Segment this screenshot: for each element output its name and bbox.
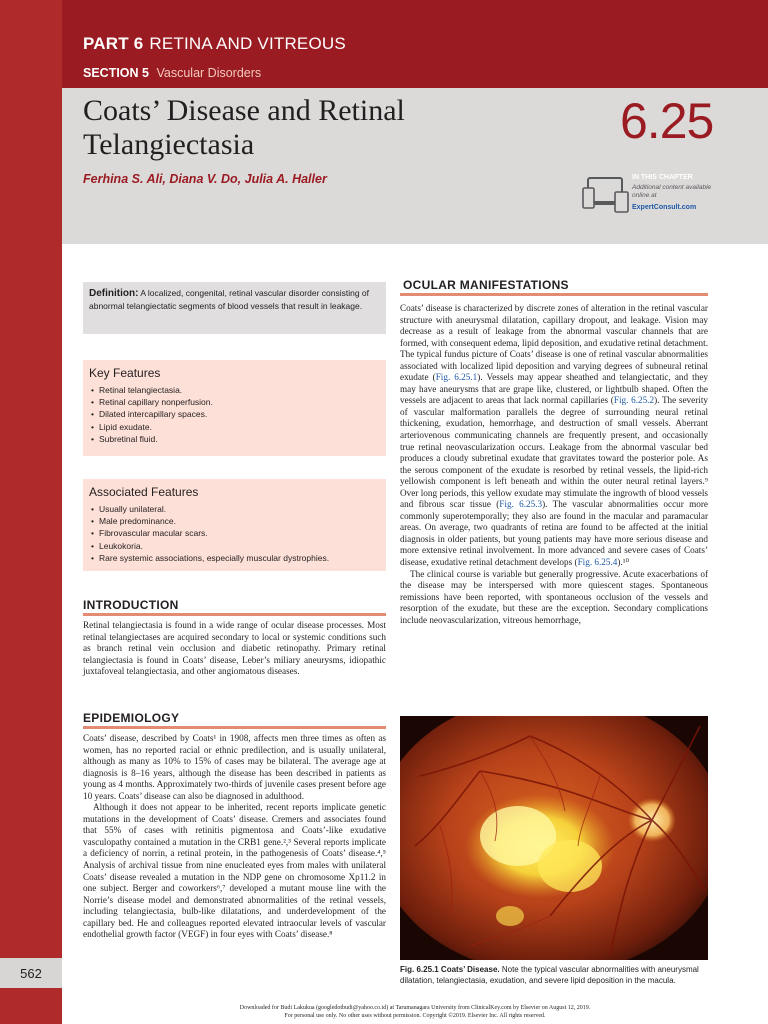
part-heading — [83, 34, 346, 54]
definition-label: Definition: — [89, 288, 139, 299]
key-features-list — [89, 384, 380, 445]
fundus-image — [400, 716, 708, 960]
part-title: RETINA AND VITREOUS — [149, 34, 346, 53]
expert-consult-link[interactable]: ExpertConsult.com — [632, 204, 697, 211]
list-item: • Dilated intercapillary spaces. — [89, 408, 380, 420]
associated-features-box — [83, 479, 386, 571]
left-sidebar — [0, 0, 62, 1024]
chapter-number: 6.25 — [620, 93, 714, 149]
epidemiology-paragraph-2: Although it does not appear to be inherited, recent reports implicate genetic mutations in the development of Coats’ disease. Cremers and associates found that 55% of cases with retinitis pigmentosa and Coats’-like exudative vasculopathy contained a mutation in the CRB1 gene.²,³ Several reports implicate a deficiency of norrin, a retinal protein, in the pathogenesis of Coats’ disease.⁴,⁵ Analysis of archival tissue from nine enucleated eyes from males with unilateral Coats’ disease revealed a mutation in the NDP gene on chromosome Xp11.2 in one subject. Berger and coworkers⁶,⁷ developed a mutant mouse line with the Norrie’s disease model and demonstrated abnormalities of the retinal vessels, including telangiectasia, bulb-like dilatations, and underdevelopment of the capillary bed. He and colleagues reported elevated intraocular levels of vascular endothelial growth factor (VEGF) in four eyes with Coats’ disease.⁸ — [83, 802, 386, 940]
list-item: • Leukokoria. — [89, 540, 380, 552]
associated-features-title: Associated Features — [89, 485, 199, 499]
footer-line-2: For personal use only. No other uses without permission. Copyright ©2019. Elsevier Inc. All rights reserved. — [284, 1013, 546, 1019]
list-item: • Male predominance. — [89, 515, 380, 527]
section-label: SECTION 5 — [83, 66, 149, 80]
ocular-text-e: ).¹⁰ — [617, 557, 630, 568]
figure-link-6-25-3[interactable]: Fig. 6.25.3 — [499, 499, 543, 510]
ocular-text-b: ). Vessels may appear sheathed and telangiectatic, and they may have aneurysms that are grape like, clustered, or lightbulb shaped. Often the vessels are adjacent to areas that lack normal capillaries ( — [400, 372, 708, 406]
associated-features-list — [89, 503, 380, 564]
download-footer — [62, 1004, 768, 1020]
section-title: Vascular Disorders — [156, 66, 262, 80]
list-item: • Lipid exudate. — [89, 421, 380, 433]
list-item: • Usually unilateral. — [89, 503, 380, 515]
definition-text: A localized, congenital, retinal vascular disorder consisting of abnormal telangiectatic segments of blood vessels that result in leakage. — [89, 288, 370, 311]
ocular-text-a: Coats’ disease is characterized by discrete zones of alteration in the retinal vascular structure with aneurysmal dilatation, capillary dropout, and leakage. Vision may decrease as a result of leakage from the abnormal vascular channels that are formed, with consequent edema, lipid deposition, and exudative retinal detachment. The typical fundus picture of Coats’ disease is one of retinal vascular abnormalities associated with localized lipid deposition and varying degrees of subneural retinal exudate ( — [400, 303, 708, 383]
introduction-paragraph: Retinal telangiectasia is found in a wide range of ocular disease processes. Most retinal telangiectases are acquired secondary to local or systemic conditions such as branch retinal vein occlusion and diabetic retinopathy. Primary retinal telangiectasia is found in Coats’ disease, Leber’s miliary aneurysms, idiopathic juxtafoveal telangiectasia, and other angiomatous diseases. — [83, 620, 386, 677]
epidemiology-rule — [83, 726, 386, 729]
figure-caption-text: Note the typical vascular abnormalities with aneurysmal dilatation, telangiectasia, exudation, and severe lipid deposition in the macula. — [400, 965, 699, 985]
part-label: PART 6 — [83, 34, 144, 53]
ocular-paragraph-1 — [400, 303, 708, 569]
list-item: • Retinal capillary nonperfusion. — [89, 396, 380, 408]
epidemiology-text — [83, 733, 386, 941]
figure-link-6-25-2[interactable]: Fig. 6.25.2 — [613, 395, 655, 406]
introduction-text — [83, 620, 386, 678]
key-features-title: Key Features — [89, 366, 161, 380]
figure-title: Coats’ Disease. — [440, 965, 500, 974]
devices-icon — [582, 174, 630, 216]
ocular-paragraph-2: The clinical course is variable but generally progressive. Acute exacerbations of the disease may be interspersed with more quiescent stages. Spontaneous remissions have been reported, with spontaneous occlusion of the vessels and resorption of the exudate, but these are the exception. Secondary complications include neovascularization, vitreous hemorrhage, — [400, 568, 708, 625]
figure-link-6-25-4[interactable]: Fig. 6.25.4 — [577, 557, 618, 568]
section-heading — [83, 66, 261, 80]
page-number: 562 — [0, 958, 62, 988]
figure-link-6-25-1[interactable]: Fig. 6.25.1 — [435, 372, 478, 383]
ocular-manifestations-rule — [400, 293, 708, 296]
footer-line-1: Downloaded for Budi Lakukua (googledotbudi@yahoo.co.id) at Tarumanagara University from ClinicalKey.com by Elsevier on August 12, 2019. — [239, 1005, 591, 1011]
ocular-manifestations-heading: OCULAR MANIFESTATIONS — [403, 278, 569, 292]
figure-label: Fig. 6.25.1 — [400, 965, 439, 974]
definition-box — [83, 282, 386, 334]
authors: Ferhina S. Ali, Diana V. Do, Julia A. Haller — [83, 172, 327, 186]
ocular-text-c: ). The severity of vascular malformation parallels the degree of surrounding neural retinal thickening, exudation, hemorrhage, and destruction of small vessels. Aberrant arteriovenous communicating channels are frequently present, and occasionally true retinal neovascularization occurs. Leakage from the abnormal vascular bed produces a cloudy subretinal exudate that gravitates toward the posterior pole. As the serous component of the exudate is resorbed by retinal vessels, the lipid-rich yellowish component is left beneath and within the outer neural retinal layers.⁹ Over long periods, this yellow exudate may stimulate the ingrowth of blood vessels and fibrous scar tissue ( — [400, 395, 708, 510]
epidemiology-heading: EPIDEMIOLOGY — [83, 711, 180, 725]
fundus-photograph — [400, 716, 708, 960]
epidemiology-paragraph-1: Coats’ disease, described by Coats¹ in 1908, affects men three times as often as women, has no reported racial or ethnic predilection, and is usually unilateral, although as many as 10% to 15% of cases may be bilateral. The average age at diagnosis is 8–16 years, although the disease has been described in patients as young as 4 months. Approximately two-thirds of juvenile cases present before age 10 years. Coats’ disease can also be diagnosed in adulthood. — [83, 733, 386, 801]
key-features-box — [83, 360, 386, 456]
list-item: • Rare systemic associations, especially muscular dystrophies. — [89, 552, 380, 564]
ocular-manifestations-text — [400, 303, 708, 626]
ocular-text-d: ). The vascular abnormalities occur more commonly superotemporally; they also are found in the macular and paramacular areas. On average, two quadrants of retina are found to be affected at the initial diagnosis in older patients, but young patients may have more serious disease and more extensive retinal involvement. In more advanced and severe cases of Coats’ disease, exudative retinal detachment develops ( — [400, 499, 708, 568]
expert-consult-badge[interactable] — [582, 170, 712, 220]
introduction-rule — [83, 613, 386, 616]
figure-caption — [400, 965, 712, 986]
in-this-chapter-label: IN THIS CHAPTER — [632, 174, 693, 181]
introduction-heading: INTRODUCTION — [83, 598, 179, 612]
list-item: • Fibrovascular macular scars. — [89, 527, 380, 539]
chapter-title: Coats’ Disease and Retinal Telangiectasia — [83, 94, 405, 161]
expert-consult-note: Additional content available online at — [632, 184, 712, 199]
list-item: • Subretinal fluid. — [89, 433, 380, 445]
list-item: • Retinal telangiectasia. — [89, 384, 380, 396]
